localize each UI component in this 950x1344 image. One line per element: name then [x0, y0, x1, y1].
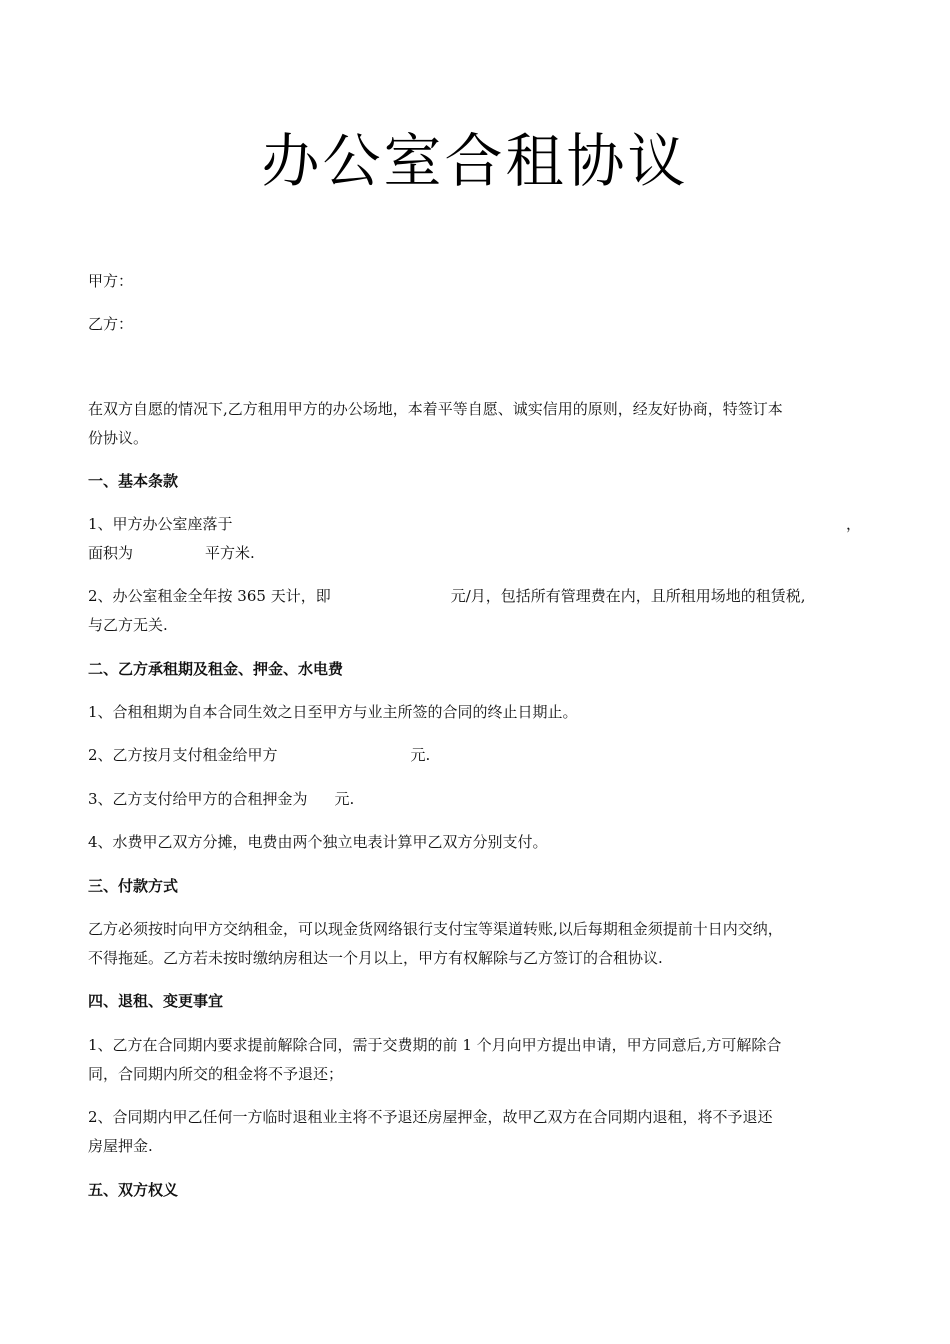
- section-1-heading: 一、基本条款: [88, 472, 179, 490]
- section-3-line-1: 乙方必须按时向甲方交纳租金，可以现金货网络银行支付宝等渠道转账,以后每期租金须提前十日内交纳，: [88, 920, 783, 938]
- clause-2-3-unit: 元.: [334, 790, 355, 808]
- clause-1-1-area-unit: 平方米.: [205, 544, 255, 562]
- intro-line-2: 份协议。: [88, 429, 149, 447]
- clause-2-2: [88, 741, 430, 769]
- intro-line-1: 在双方自愿的情况下,乙方租用甲方的办公场地，本着平等自愿、诚实信用的原则，经友好协商，特签订本: [88, 400, 783, 418]
- clause-2-3-label: 3、乙方支付给甲方的合租押金为: [88, 790, 308, 808]
- clause-1-1-line-2: [88, 539, 255, 567]
- section-3-heading: 三、付款方式: [88, 877, 179, 895]
- clause-1-2-rent-unit: 元/月，包括所有管理费在内，且所租用场地的租赁税,: [450, 587, 806, 605]
- party-b-label: 乙方：: [88, 315, 134, 333]
- clause-4-2-line-2: 房屋押金.: [88, 1137, 153, 1155]
- clause-2-1: 1、合租租期为自本合同生效之日至甲方与业主所签的合同的终止日期止。: [88, 703, 578, 721]
- clause-1-2-rent-label: 2、办公室租金全年按 365 天计，即: [88, 587, 331, 605]
- clause-1-2-line-1: [88, 582, 806, 610]
- clause-1-1-location-label: 1、甲方办公室座落于: [88, 515, 233, 533]
- document-title: 办公室合租协议: [261, 127, 689, 195]
- clause-2-3: [88, 785, 354, 813]
- clause-2-4: 4、水费甲乙双方分摊，电费由两个独立电表计算甲乙双方分别支付。: [88, 833, 548, 851]
- clause-1-2-line-2: 与乙方无关.: [88, 616, 168, 634]
- clause-1-1-comma: ，: [846, 515, 862, 533]
- section-4-heading: 四、退租、变更事宜: [88, 992, 224, 1010]
- section-5-heading: 五、双方权义: [88, 1181, 179, 1199]
- section-2-heading: 二、乙方承租期及租金、押金、水电费: [88, 660, 344, 678]
- clause-1-1-line-1: [88, 510, 868, 538]
- clause-4-2-line-1: 2、合同期内甲乙任何一方临时退租业主将不予退还房屋押金，故甲乙双方在合同期内退租，将不予退还: [88, 1108, 773, 1126]
- clause-4-1-line-2: 同，合同期内所交的租金将不予退还；: [88, 1065, 344, 1083]
- clause-2-2-label: 2、乙方按月支付租金给甲方: [88, 746, 278, 764]
- section-3-line-2: 不得拖延。乙方若未按时缴纳房租达一个月以上，甲方有权解除与乙方签订的合租协议.: [88, 949, 663, 967]
- party-a-label: 甲方：: [88, 272, 134, 290]
- clause-2-2-unit: 元.: [410, 746, 431, 764]
- clause-4-1-line-1: 1、乙方在合同期内要求提前解除合同，需于交费期的前 1 个月向甲方提出申请，甲方同意后,方可解除合: [88, 1036, 782, 1054]
- clause-1-1-area-label: 面积为: [88, 544, 134, 562]
